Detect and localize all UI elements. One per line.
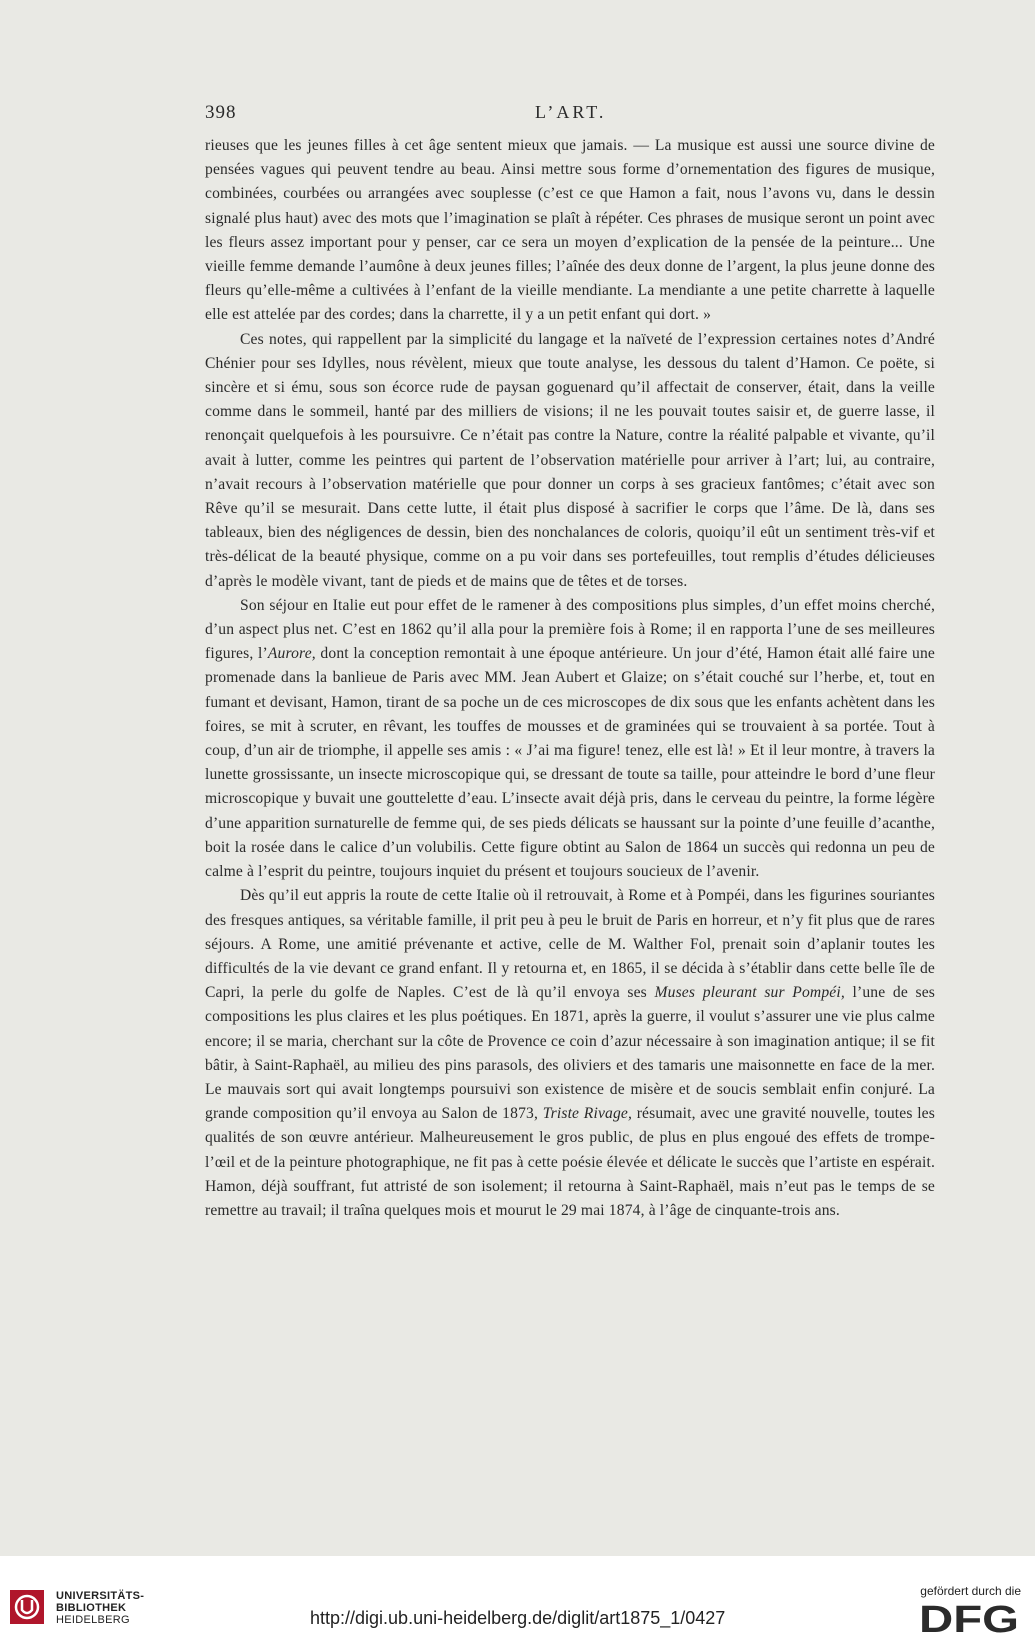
viewer-footer xyxy=(0,1556,1035,1645)
permalink-url[interactable]: http://digi.ub.uni-heidelberg.de/diglit/art1875_1/0427 xyxy=(310,1608,726,1628)
funding-label: gefördert durch die xyxy=(920,1584,1021,1598)
paragraph-text: l’une de ses compositions les plus claires et les plus poétiques. En 1871, après la guerre, il voulut s’assurer une vie plus calme encore; il se maria, cherchant sur la côte de Provence ce coin d’azur nécessaire à son imagination antique; il se fit bâtir, à Saint-Raphaël, au milieu des pins parasols, des oliviers et des tamaris une maisonnette en face de la mer. Le mauvais sort qui avait longtemps poursuivi son existence de misère et de soucis semblait enfin conjuré. La grande composition qu’il envoya au Salon de 1873, xyxy=(205,984,936,1123)
article-body xyxy=(205,134,935,1223)
paragraph: Ces notes, qui rappellent par la simplicité du langage et la naïveté de l’expression certaines notes d’André Chénier pour ses Idylles, nous révèlent, mieux que toute analyse, les dessous du talent d’Hamon. Ce poëte, si sincère et si ému, sous son écorce rude de paysan goguenard qu’il affectait de conserver, était, dans la veille comme dans le sommeil, hanté par des milliers de visions; il ne les pouvait toutes saisir et, de guerre lasse, il renonçait quelquefois à les poursuivre. Ce n’était pas contre la Nature, contre la réalité palpable et vivante, qu’il avait à lutter, comme les peintres qui partent de l’observation matérielle pour arriver à l’art; lui, au contraire, n’avait recours à l’observation matérielle que pour donner un corps à ses gracieux fantômes; c’était avec son Rêve qu’il se mesurait. Dans cette lutte, il était plus disposé à sacrifier le corps que l’âme. De là, dans ses tableaux, bien des négligences de dessin, bien des nonchalances de coloris, quoiqu’il eût un sentiment très-vif et très-délicat de la beauté physique, comme on a pu voir dans ses portefeuilles, tout remplis d’études délicieuses d’après le modèle vivant, tant de pieds et de mains que de têtes et de torses. xyxy=(205,330,935,590)
paragraph: rieuses que les jeunes filles à cet âge sentent mieux que jamais. — La musique est aussi une source divine de pensées vagues qui peuvent tendre au beau. Ainsi mettre sous forme d’ornementation des figures de musique, combinées, courbées ou arrangées avec souplesse (c’est ce que Hamon a fait, nous l’avons vu, dans le dessin signalé plus haut) avec des mots que l’imagination se plaît à répéter. Ces phrases de musique seront un point avec les fleurs assez important pour y penser, car ce sera un moyen d’explication de la pensée de la peinture... Une vieille femme demande l’aumône à deux jeunes filles; l’aînée des deux donne de l’argent, la plus jeune donne des fleurs qu’elle-même a cultivées à l’enfant de la vieille mendiante. La mendiante a une petite charrette à laquelle elle est attelée par des cordes; dans la charrette, il y a un petit enfant qui dort. » xyxy=(205,137,935,324)
paragraph xyxy=(205,884,935,1223)
paragraph-text: Son séjour en Italie eut pour effet de le ramener à des compositions plus simples, d’un effet moins cherché, d’un aspect plus net. C’est en 1862 qu’il alla pour la première fois à Rome; il en rapporta l’une de ses meilleures figures, l’ xyxy=(205,596,935,663)
library-name-line: HEIDELBERG xyxy=(56,1614,130,1626)
library-name-line: BIBLIOTHEK xyxy=(56,1602,127,1614)
page-header xyxy=(205,102,935,126)
artwork-title: Muses pleurant sur Pompéi, xyxy=(654,984,845,1002)
page-number: 398 xyxy=(205,102,237,123)
dfg-logo-text: DFG xyxy=(919,1602,1019,1634)
paragraph-text: Dès qu’il eut appris la route de cette Italie où il retrouvait, à Rome et à Pompéi, dans les figurines souriantes des fresques antiques, sa véritable famille, il prit peu à peu le bruit de Paris en horreur, et n’y fit plus que de rares séjours. A Rome, une amitié prévenante et active, celle de M. Walther Fol, prenait soin d’aplanir toutes les difficultés de la vie devant ce grand enfant. Il y retourna et, en 1865, il se décida à s’établir dans cette belle île de Capri, la perle du golfe de Naples. C’est de là qu’il envoya ses xyxy=(205,887,935,1002)
artwork-title: Triste Rivage, xyxy=(542,1105,633,1123)
library-name-line: UNIVERSITÄTS- xyxy=(56,1590,145,1602)
paragraph-text: résumait, avec une gravité nouvelle, toutes les qualités de son œuvre antérieur. Malheureusement le gros public, de plus en plus engoué des effets de trompe-l’œil et de la peinture photographique, ne fit pas à cette poésie élevée et délicate le succès que l’artiste en espérait. Hamon, déjà souffrant, fut attristé de son isolement; il retourna à Saint-Raphaël, mais n’eut pas le temps de se remettre au travail; il traîna quelques mois et mourut le 29 mai 1874, à l’âge de cinquante-trois ans. xyxy=(205,1105,935,1219)
university-library-logo xyxy=(10,1590,44,1624)
dfg-logo xyxy=(919,1602,1021,1634)
library-name xyxy=(56,1590,144,1626)
paragraph xyxy=(205,594,935,884)
artwork-title: Aurore, xyxy=(267,645,316,663)
paragraph-text: dont la conception remontait à une époque antérieure. Un jour d’été, Hamon était allé faire une promenade dans la banlieue de Paris avec MM. Jean Aubert et Glaize; on s’était couché sur l’herbe, et, tout en fumant et devisant, Hamon, tirant de sa poche un de ces microscopes de dix sous que les enfants achètent dans les foires, se mit à scruter, en rêvant, les touffes de mousses et de graminées qui se trouvaient à sa portée. Tout à coup, d’un air de triomphe, il appelle ses amis : « J’ai ma figure! tenez, elle est là! » Et il leur montre, à travers la lunette grossissante, un insecte microscopique qui, se dressant de toute sa taille, pour atteindre le bord d’une fleur microscopique y buvait une gouttelette d’eau. L’insecte avait déjà pris, dans le cerveau du peintre, la forme légère d’une apparition surnaturelle de femme qui, de ses pieds délicats se haussant sur la pointe d’une feuille d’acanthe, boit la rosée dans le calice d’un volubilis. Cette figure obtint au Salon de 1864 un succès qui redonna un peu de calme à l’esprit du peintre, toujours inquiet du présent et toujours soucieux de l’avenir. xyxy=(205,645,935,881)
running-title: L’ART. xyxy=(535,102,607,122)
